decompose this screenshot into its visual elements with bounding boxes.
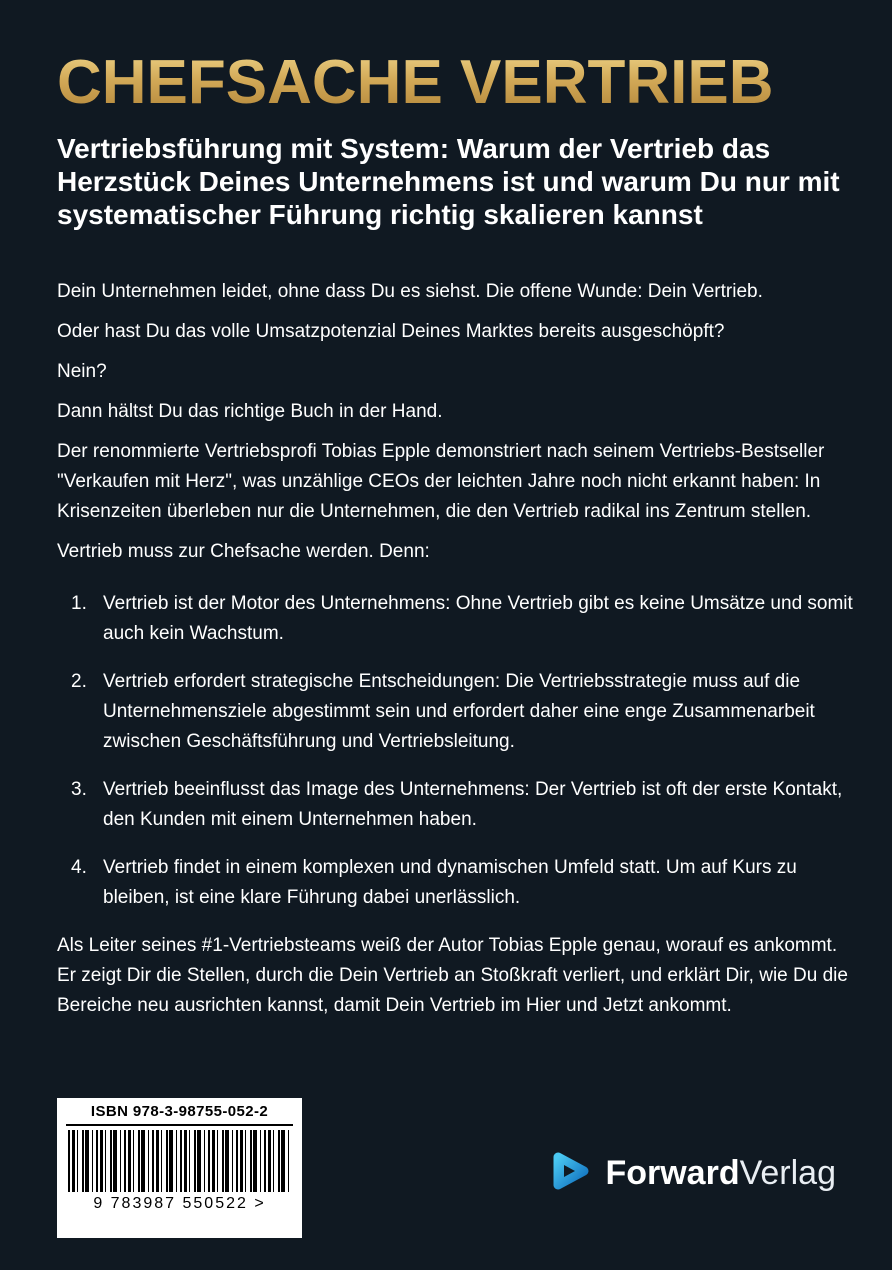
reason-item: Vertrieb findet in einem komplexen und dynamischen Umfeld statt. Um auf Kurs zu bleiben, ist eine klare Führung dabei unerlässlich. xyxy=(103,857,797,908)
blurb-paragraph: Der renommierte Vertriebsprofi Tobias Epple demonstriert nach seinem Vertriebs-Bestseller "Verkaufen mit Herz", was unzählige CEOs der leichten Jahre noch nicht erkannt haben: In Krisenzeiten überleben nur die Unternehmen, die den Vertrieb radikal ins Zentrum stellen. xyxy=(57,441,825,522)
blurb-paragraph: Dann hältst Du das richtige Buch in der Hand. xyxy=(57,401,443,422)
book-title: CHEFSACHE VERTRIEB xyxy=(57,52,860,114)
cover-content xyxy=(57,48,860,1031)
closing-paragraph: Als Leiter seines #1-Vertriebsteams weiß der Autor Tobias Epple genau, worauf es ankommt. Er zeigt Dir die Stellen, durch die Dein Vertrieb an Stoßkraft verliert, und erklärt Dir, wie Du die Bereiche neu ausrichten kannst, damit Dein Vertrieb im Hier und Jetzt ankommt. xyxy=(57,935,848,1016)
reason-item: Vertrieb beeinflusst das Image des Unternehmens: Der Vertrieb ist oft der erste Kontakt, den Kunden mit einem Unternehmen haben. xyxy=(103,779,843,830)
isbn-barcode-panel xyxy=(57,1098,302,1238)
publisher-logo xyxy=(547,1148,836,1199)
forward-play-icon xyxy=(547,1148,593,1199)
blurb-paragraph: Nein? xyxy=(57,361,107,382)
blurb-text xyxy=(57,277,860,1021)
isbn-label: ISBN 978-3-98755-052-2 xyxy=(90,1103,269,1120)
publisher-name-bold: Forward xyxy=(605,1154,740,1192)
blurb-paragraph: Oder hast Du das volle Umsatzpotenzial Deines Marktes bereits ausgeschöpft? xyxy=(57,321,725,342)
publisher-name-light: Verlag xyxy=(739,1154,836,1192)
isbn-digits: 9 783987 550522 > xyxy=(93,1195,266,1212)
reasons-list xyxy=(57,589,860,913)
book-subtitle: Vertriebsführung mit System: Warum der Vertrieb das Herzstück Deines Unternehmens ist und warum Du nur mit systematischer Führung richtig skalieren kannst xyxy=(57,133,840,230)
reason-item: Vertrieb erfordert strategische Entscheidungen: Die Vertriebsstrategie muss auf die Unternehmensziele abgestimmt sein und erfordert daher eine enge Zusammenarbeit zwischen Geschäftsführung und Vertriebsleitung. xyxy=(103,671,815,752)
barcode xyxy=(68,1130,291,1192)
reason-item: Vertrieb ist der Motor des Unternehmens: Ohne Vertrieb gibt es keine Umsätze und somit auch kein Wachstum. xyxy=(103,593,853,644)
blurb-paragraph: Dein Unternehmen leidet, ohne dass Du es siehst. Die offene Wunde: Dein Vertrieb. xyxy=(57,281,763,302)
publisher-wordmark xyxy=(605,1154,836,1193)
isbn-separator-line xyxy=(66,1124,293,1126)
blurb-paragraph: Vertrieb muss zur Chefsache werden. Denn: xyxy=(57,541,430,562)
